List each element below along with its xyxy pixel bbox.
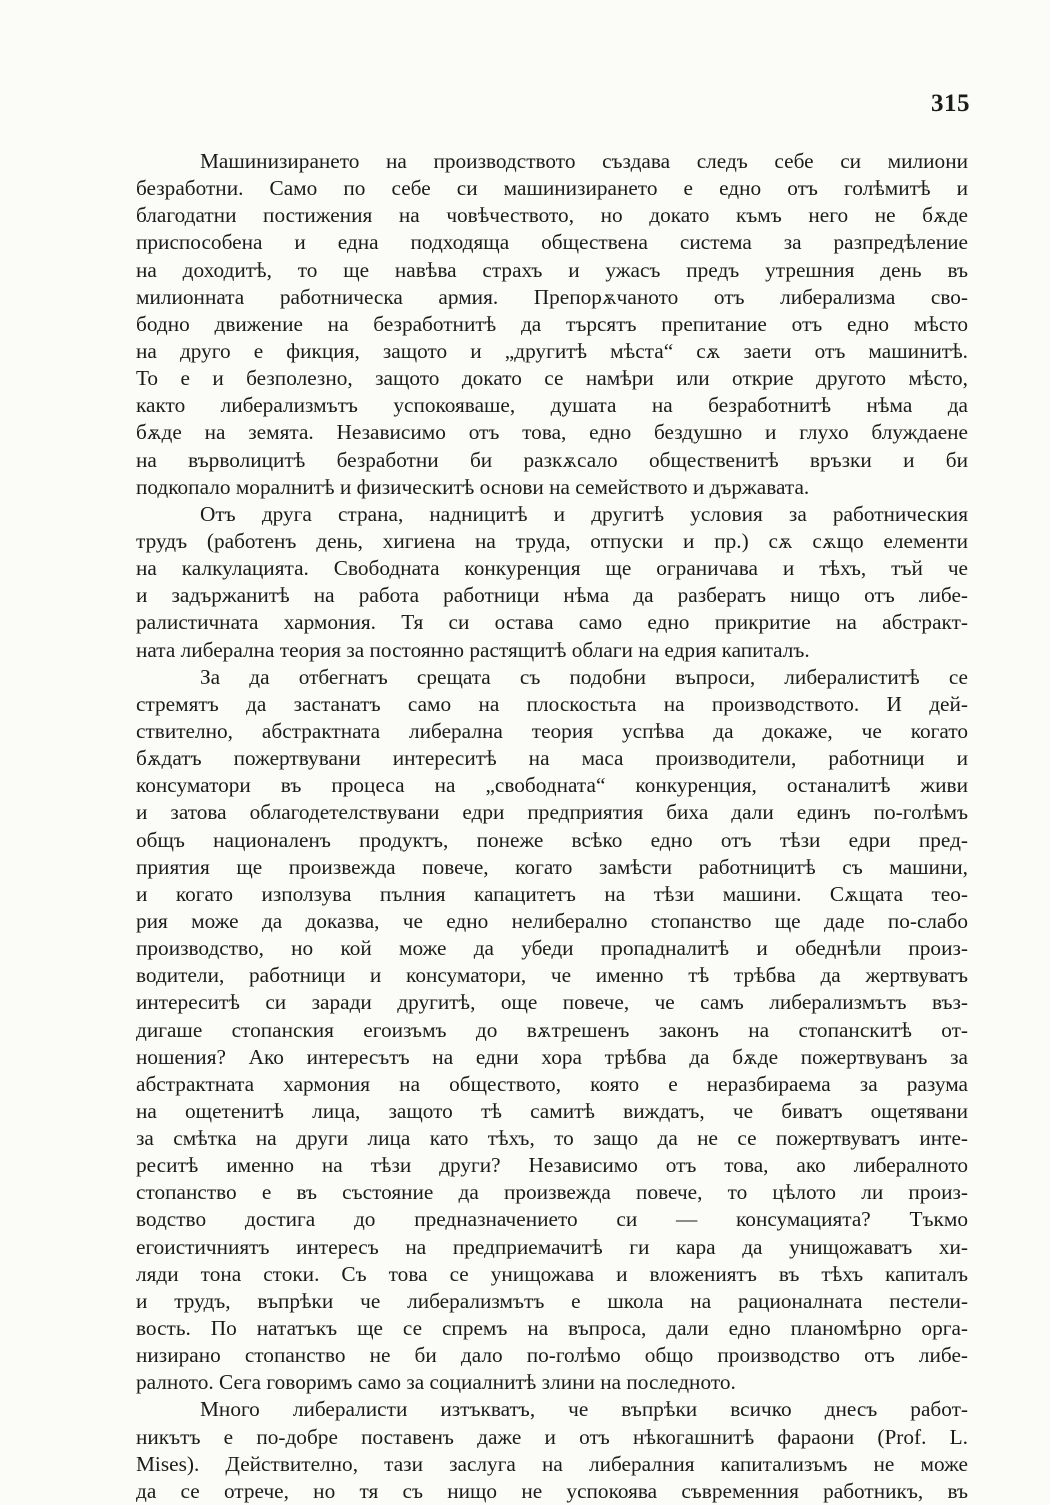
text-line: благодатни постижения на човѣчеството, но докато къмъ него не бѫде xyxy=(136,203,968,228)
text-line: и задържанитѣ на работа работници нѣма да разбератъ нищо отъ либе- xyxy=(136,583,968,608)
text-line: трудъ (работенъ день, хигиена на труда, отпуски и пр.) сѫ сѫщо елементи xyxy=(136,528,968,553)
text-line: реситѣ именно на тѣзи други? Независимо отъ това, ако либералното xyxy=(136,1153,968,1178)
text-line: Отъ друга страна, надницитѣ и другитѣ условия за работническия xyxy=(200,501,968,526)
text-line: дигаше стопанския егоизъмъ до вѫтрешенъ законъ на стопанскитѣ от- xyxy=(136,1017,968,1042)
body-text xyxy=(136,148,968,1505)
text-line: абстрактната хармония на обществото, която е неразбираема за разума xyxy=(136,1071,968,1096)
text-line: ношения? Ако интересътъ на едни хора трѣбва да бѫде пожертвуванъ за xyxy=(136,1044,968,1069)
text-line: безработни. Само по себе си машинизирането е едно отъ голѣмитѣ и xyxy=(136,176,968,201)
text-line: водители, работници и консуматори, че именно тѣ трѣбва да жертвуватъ xyxy=(136,963,968,988)
text-line: водство достига до предназначението си — консумацията? Тъкмо xyxy=(136,1207,968,1232)
text-line: за смѣтка на други лица като тѣхъ, то защо да не се пожертвуватъ инте- xyxy=(136,1126,968,1151)
text-line: ралното. Сега говоримъ само за социалнитѣ злини на последното. xyxy=(136,1370,736,1395)
text-line: бодно движение на безработнитѣ да търсятъ препитание отъ едно мѣсто xyxy=(136,311,968,336)
text-line: на ощетенитѣ лица, защото тѣ самитѣ виждатъ, че биватъ ощетявани xyxy=(136,1098,968,1123)
text-line: стопанство е въ състояние да произвежда повече, то цѣлото ли произ- xyxy=(136,1180,968,1205)
text-line: и трудъ, въпрѣки че либерализмътъ е школа на рационалната пестели- xyxy=(136,1288,968,1313)
text-line: на върволицитѣ безработни би разкѫсало общественитѣ връзки и би xyxy=(136,447,968,472)
text-line: и когато използува пълния капацитетъ на тѣзи машини. Сѫщата тео- xyxy=(136,881,968,906)
text-line: подкопало моралнитѣ и физическитѣ основи на семейството и държавата. xyxy=(136,474,810,499)
text-line: да се отрече, но тя съ нищо не успокоява съвременния работникъ, въ xyxy=(136,1478,968,1503)
text-line: на друго е фикция, защото и „другитѣ мѣста“ сѫ заети отъ машинитѣ. xyxy=(136,338,968,363)
text-line: никътъ е по-добре поставенъ даже и отъ нѣкогашнитѣ фараони (Prof. L. xyxy=(136,1424,968,1449)
text-line: общъ националенъ продуктъ, понеже всѣко едно отъ тѣзи едри пред- xyxy=(136,827,968,852)
text-line: бѫде на земята. Независимо отъ това, едно бездушно и глухо блуждаене xyxy=(136,420,968,445)
text-line: на калкулацията. Свободната конкуренция ще ограничава и тѣхъ, тъй че xyxy=(136,556,968,581)
text-line: егоистичниятъ интересъ на предприемачитѣ ги кара да унищожаватъ хи- xyxy=(136,1234,968,1259)
text-line: ралистичната хармония. Тя си остава само едно прикритие на абстракт- xyxy=(136,610,968,635)
text-line: на доходитѣ, то ще навѣва страхъ и ужасъ предъ утрешния день въ xyxy=(136,257,968,282)
text-line: Mises). Действително, тази заслуга на либералния капитализъмъ не може xyxy=(136,1451,968,1476)
text-line: и затова облагодетелствувани едри предприятия биха дали единъ по-голѣмъ xyxy=(136,800,968,825)
text-line: производство, но кой може да убеди пропадналитѣ и обеднѣли произ- xyxy=(136,936,968,961)
text-line: ната либерална теория за постоянно растящитѣ облаги на едрия капиталъ. xyxy=(136,637,810,662)
text-line: Машинизирането на производството създава следъ себе си милиони xyxy=(200,149,968,173)
text-line: Много либералисти изтъкватъ, че въпрѣки всичко днесъ работ- xyxy=(200,1397,968,1422)
text-line: ствително, абстрактната либерална теория успѣва да докаже, че когато xyxy=(136,718,968,743)
text-line: както либерализмътъ успокояваше, душата на безработнитѣ нѣма да xyxy=(136,393,968,418)
text-line: интереситѣ си заради другитѣ, още повече, че самъ либерализмътъ въз- xyxy=(136,990,968,1015)
text-line: низирано стопанство не би дало по-голѣмо общо производство отъ либе- xyxy=(136,1343,968,1368)
text-line: приятия ще произвежда повече, когато замѣсти работницитѣ съ машини, xyxy=(136,854,968,879)
text-line: консуматори въ процеса на „свободната“ конкуренция, останалитѣ живи xyxy=(136,773,968,798)
page-number: 315 xyxy=(931,90,970,117)
text-line: рия може да доказва, че едно нелиберално стопанство ще даде по-слабо xyxy=(136,908,968,933)
text-line: вость. По нататъкъ ще се спремъ на въпроса, дали едно планомѣрно орга- xyxy=(136,1316,968,1341)
text-line: За да отбегнатъ срещата съ подобни въпроси, либералиститѣ се xyxy=(200,664,968,689)
text-line: милионната работническа армия. Препорѫчаното отъ либерализма сво- xyxy=(136,284,968,309)
text-line: ляди тона стоки. Съ това се унищожава и вложениятъ въ тѣхъ капиталъ xyxy=(136,1261,968,1286)
text-line: бѫдатъ пожертвувани интереситѣ на маса производители, работници и xyxy=(136,746,968,771)
text-line: приспособена и една подходяща обществена система за разпредѣление xyxy=(136,230,968,255)
text-line: То е и безполезно, защото докато се намѣри или открие другото мѣсто, xyxy=(136,366,968,391)
text-line: стремятъ да застанатъ само на плоскостьта на производството. И дей- xyxy=(136,691,968,716)
